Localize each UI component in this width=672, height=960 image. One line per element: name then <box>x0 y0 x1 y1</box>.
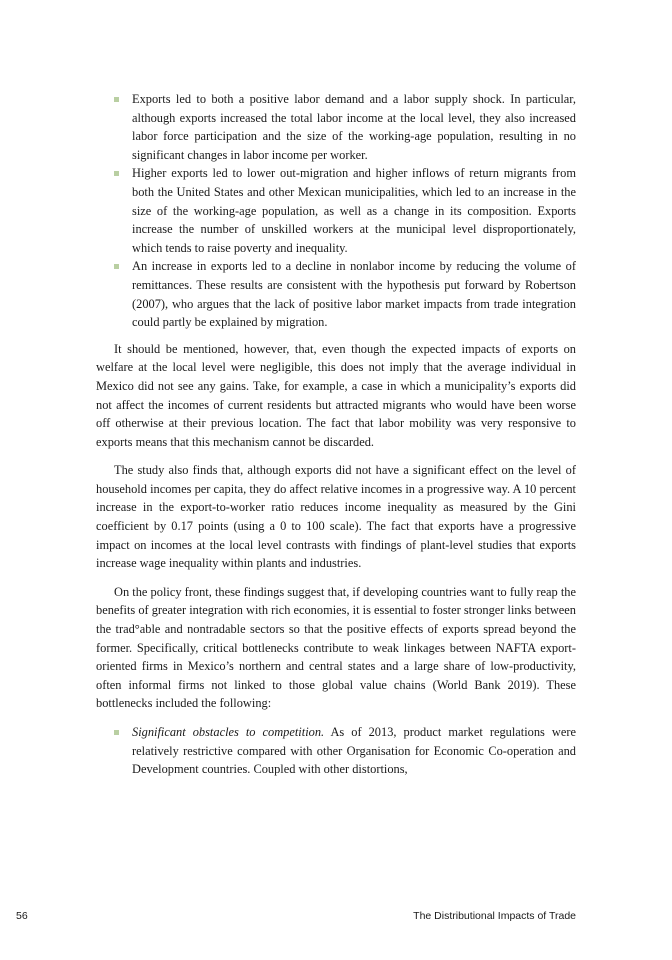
bullet-square-icon <box>114 264 119 269</box>
bullet-square-icon <box>114 171 119 176</box>
bullet-list-bottom <box>96 723 576 779</box>
bullet-list-top <box>96 90 576 332</box>
bullet-square-icon <box>114 730 119 735</box>
paragraph: It should be mentioned, however, that, even though the expected impacts of exports on welfare at the local level were negligible, this does not imply that the average individual in Mexico did not see any gains. Take, for example, a case in which a municipality’s exports did not affect the incomes of current residents but attracted migrants who would have been worse off otherwise at their previous location. The fact that labor mobility was very responsive to exports means that this mechanism cannot be discarded. <box>96 341 576 449</box>
bullet-item <box>96 257 576 331</box>
bullet-item <box>96 723 576 779</box>
page-number: 56 <box>16 910 28 922</box>
bullet-text: Exports led to both a positive labor demand and a labor supply shock. In particular, although exports increased the total labor income at the local level, they also increased labor force participation and the size of the working-age population, resulting in no significant changes in labor income per worker. <box>132 92 576 162</box>
bullet-square-icon <box>114 97 119 102</box>
paragraph: The study also finds that, although exports did not have a significant effect on the level of household incomes per capita, they do affect relative incomes in a progressive way. A 10 percent increase in the export-to-worker ratio reduces income inequality as measured by the Gini coefficient by 0.17 points (using a 0 to 100 scale). The fact that exports have a progressive impact on incomes at the local level contrasts with findings of plant-level studies that exports increase wage inequality within plants and industries. <box>96 463 576 571</box>
bullet-text: Higher exports led to lower out-migration and higher inflows of return migrants from both the United States and other Mexican municipalities, which led to an increase in the size of the working-age population, as well as a change in its composition. Exports increase the number of unskilled workers at the municipal level disproportionately, which tends to raise poverty and inequality. <box>132 166 576 255</box>
bullet-text: An increase in exports led to a decline in nonlabor income by reducing the volume of remittances. These results are consistent with the hypothesis put forward by Robertson (2007), who argues that the lack of positive labor market impacts from trade integration could partly be explained by migration. <box>132 259 576 330</box>
running-title: The Distributional Impacts of Trade <box>413 910 576 922</box>
bullet-text: As of 2013, product market regulations were relatively restrictive compared with other Organisation for Economic Co-operation and Development countries. Coupled with other distortions, <box>132 725 576 777</box>
bullet-lead: Significant obstacles to competition. <box>132 725 325 739</box>
paragraph: On the policy front, these findings suggest that, if developing countries want to fully reap the benefits of greater integration with rich economies, it is essential to foster stronger links between the trad°able and nontradable sectors so that the positive effects of exports spread beyond the former. Specifically, critical bottlenecks contribute to weak linkages between NAFTA export-oriented firms in Mexico’s northern and central states and a large share of low-productivity, often informal firms not linked to those global value chains (World Bank 2019). These bottlenecks included the following: <box>96 584 576 711</box>
bullet-item <box>96 90 576 164</box>
body-text <box>96 90 576 779</box>
bullet-item <box>96 164 576 257</box>
